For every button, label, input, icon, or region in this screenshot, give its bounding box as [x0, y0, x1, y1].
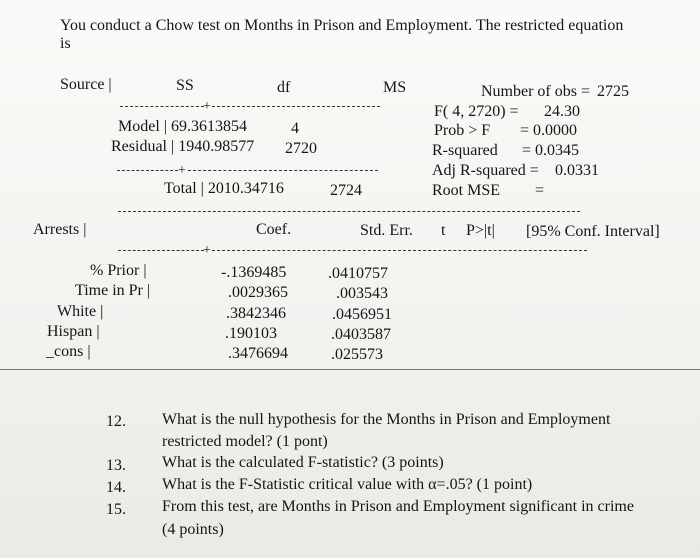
coef-row-se: .003543 — [336, 285, 388, 302]
coef-dependent-var: Arrests | — [33, 221, 87, 238]
intro-line-1: You conduct a Chow test on Months in Prison and Employment. The restricted equation — [60, 17, 624, 34]
stat-root-mse: Root MSE — [432, 182, 501, 199]
stat-prob-value: = 0.0000 — [520, 122, 578, 139]
stat-f: F( 4, 2720) = — [434, 103, 519, 120]
coef-row-name: Hispan | — [47, 323, 100, 340]
coef-row-coef: .190103 — [225, 325, 277, 342]
stat-adj-rsq-value: 0.0331 — [555, 162, 599, 179]
coef-row-name: % Prior | — [90, 262, 147, 279]
anova-total-row: Total | 2010.34716 — [164, 180, 284, 197]
coef-header-p: P>|t| — [466, 222, 495, 239]
coef-header-t: t — [441, 222, 446, 239]
question-number: 15. — [106, 501, 126, 518]
stat-rsq: R-squared — [432, 142, 498, 159]
coef-row-se: .0410757 — [328, 265, 388, 282]
question-number: 12. — [106, 413, 126, 430]
coef-header-ci: [95% Conf. Interval] — [526, 223, 660, 240]
coef-row-se: .0456951 — [332, 306, 392, 323]
anova-separator2-plus: + — [178, 163, 186, 178]
coef-separator-left — [118, 250, 204, 251]
coef-row-coef: -.1369485 — [221, 264, 287, 281]
stat-rsq-value: = 0.0345 — [522, 142, 580, 159]
coef-header-coef: Coef. — [256, 221, 292, 238]
anova-model-df: 4 — [291, 120, 299, 137]
section-divider — [0, 369, 700, 370]
stat-prob: Prob > F — [434, 122, 491, 139]
stat-f-value: 24.30 — [544, 103, 580, 120]
coef-row-name: White | — [57, 303, 104, 320]
coef-row-name: Time in Pr | — [75, 282, 151, 299]
anova-residual-row: Residual | 1940.98577 — [111, 138, 255, 155]
intro-line-2: is — [60, 35, 71, 52]
stat-adj-rsq: Adj R-squared = — [432, 162, 539, 179]
question-text: From this test, are Months in Prison and Employment significant in crime — [162, 498, 634, 515]
anova-ss-label: SS — [176, 77, 194, 94]
question-text-cont: restricted model? (1 pont) — [162, 433, 328, 450]
question-number: 13. — [106, 457, 126, 474]
coef-separator-right — [212, 250, 587, 251]
anova-separator-right — [212, 106, 380, 107]
question-text: What is the calculated F-statistic? (3 points) — [162, 454, 444, 471]
coef-separator-plus: + — [203, 243, 211, 258]
stat-nobs-value: 2725 — [597, 83, 629, 100]
anova-separator2-right — [188, 170, 378, 171]
question-number: 14. — [106, 479, 126, 496]
stat-root-mse-value: = — [535, 182, 545, 199]
anova-separator-plus: + — [203, 99, 211, 114]
anova-source-label: Source | — [60, 76, 112, 93]
question-text: What is the null hypothesis for the Months in Prison and Employment — [162, 411, 611, 428]
anova-ms-label: MS — [383, 79, 407, 96]
coef-row-name: _cons | — [46, 343, 91, 360]
coef-row-se: .025573 — [331, 346, 383, 363]
anova-separator2-left — [117, 170, 178, 171]
anova-model-row: Model | 69.3613854 — [118, 118, 247, 135]
coef-row-se: .0403587 — [331, 326, 391, 343]
question-text: What is the F-Statistic critical value with α=.05? (1 point) — [162, 476, 533, 493]
anova-separator-left — [120, 106, 204, 107]
anova-total-df: 2724 — [330, 182, 362, 199]
coef-row-coef: .3842346 — [226, 305, 286, 322]
anova-df-label: df — [277, 79, 291, 96]
coef-row-coef: .3476694 — [228, 345, 288, 362]
question-text-cont: (4 points) — [162, 521, 224, 538]
coef-row-coef: .0029365 — [228, 284, 288, 301]
section-separator — [118, 211, 580, 212]
stat-nobs: Number of obs = — [481, 83, 591, 100]
anova-residual-df: 2720 — [285, 140, 317, 157]
coef-header-se: Std. Err. — [360, 222, 413, 239]
